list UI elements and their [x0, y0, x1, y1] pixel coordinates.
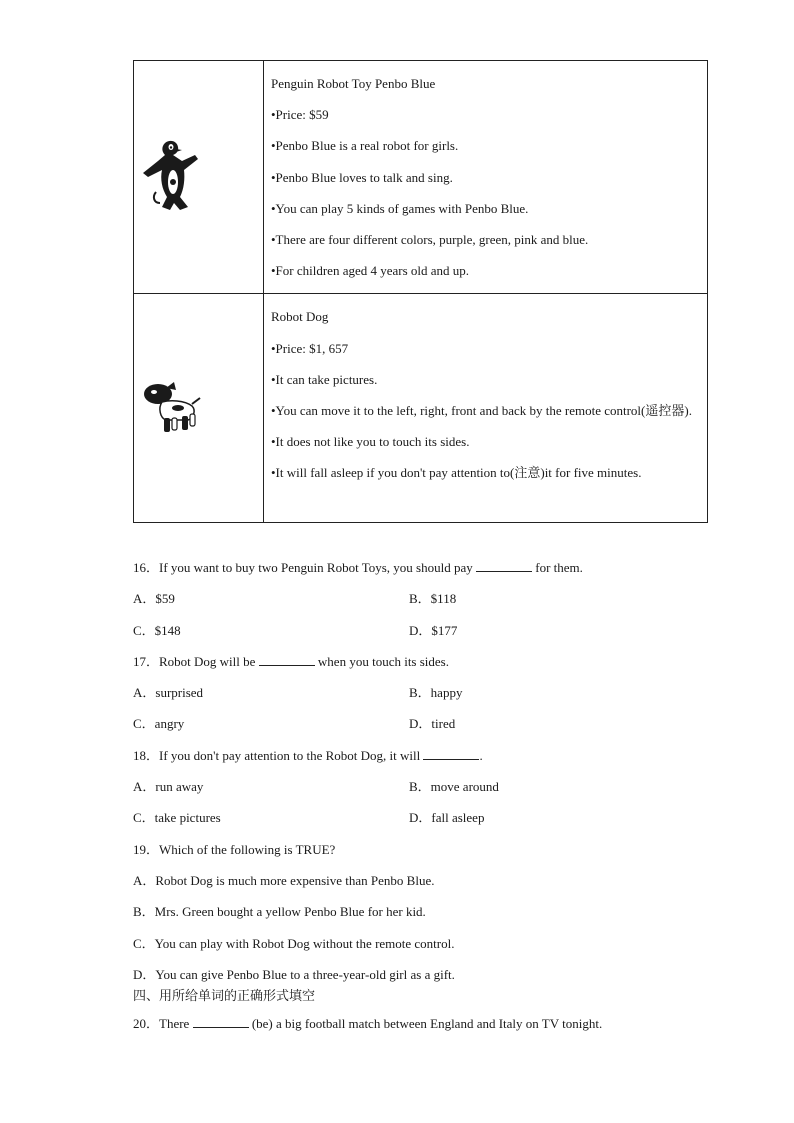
question-stem	[133, 740, 708, 771]
option-c[interactable]: C．You can play with Robot Dog without the remote control.	[133, 935, 455, 951]
option-d[interactable]: D．You can give Penbo Blue to a three-year-old girl as a gift.	[133, 966, 455, 982]
product-feature: •Price: $1, 657	[271, 340, 349, 356]
question-text: for them.	[535, 560, 583, 575]
product-feature: •Price: $59	[271, 107, 329, 123]
product-name: Robot Dog	[271, 309, 329, 325]
question-text: (be) a big football match between England and Italy on TV tonight.	[251, 1016, 603, 1032]
answer-blank[interactable]	[476, 559, 532, 572]
question-stem	[133, 1008, 708, 1039]
product-details-robot-dog	[264, 294, 708, 523]
options-row	[133, 802, 708, 833]
option-a[interactable]: A．run away	[133, 779, 204, 795]
answer-blank[interactable]	[193, 1015, 249, 1028]
image-cell	[134, 294, 264, 523]
table-row	[134, 294, 708, 523]
option-c[interactable]: C．angry	[133, 716, 185, 732]
option-b[interactable]: B．move around	[409, 779, 499, 795]
options-row	[133, 615, 708, 646]
option-c[interactable]: C．take pictures	[133, 810, 221, 826]
option-b[interactable]: B．$118	[409, 591, 457, 607]
product-feature: •For children aged 4 years old and up.	[271, 263, 470, 279]
question-text: 17．Robot Dog will be	[133, 653, 256, 669]
product-feature: •Penbo Blue loves to talk and sing.	[271, 169, 453, 185]
options-row	[133, 771, 708, 802]
product-name: Penguin Robot Toy Penbo Blue	[271, 76, 436, 91]
product-feature: •Penbo Blue is a real robot for girls.	[271, 138, 459, 154]
question-text: 16．If you want to buy two Penguin Robot Toys, you should pay	[133, 560, 473, 575]
options-row	[133, 677, 708, 708]
product-details-penbo	[264, 61, 708, 294]
answer-blank[interactable]	[423, 747, 479, 760]
product-feature: •You can play 5 kinds of games with Penbo Blue.	[271, 200, 529, 216]
option-a[interactable]: A．$59	[133, 591, 175, 607]
product-feature: •There are four different colors, purple, green, pink and blue.	[271, 232, 589, 248]
question-text: when you touch its sides.	[317, 653, 449, 669]
question-text: 18．If you don't pay attention to the Robot Dog, it will	[133, 747, 421, 763]
questions-section	[133, 552, 708, 1039]
answer-blank[interactable]	[259, 653, 315, 666]
penguin-robot-icon	[140, 137, 200, 217]
product-feature: •It can take pictures.	[271, 371, 378, 387]
option-d[interactable]: D．$177	[409, 622, 458, 638]
option-a[interactable]: A．surprised	[133, 685, 204, 701]
section-heading: 四、用所给单词的正确形式填空	[133, 989, 316, 1005]
robot-dog-icon	[140, 378, 202, 438]
option-b[interactable]: B．Mrs. Green bought a yellow Penbo Blue for her kid.	[133, 904, 426, 920]
options-row	[133, 708, 708, 739]
product-feature: •It will fall asleep if you don't pay attention to(注意)it for five minutes.	[271, 465, 642, 481]
question-stem	[133, 552, 708, 583]
question-stem	[133, 646, 708, 677]
product-feature: •It does not like you to touch its sides.	[271, 434, 470, 450]
option-d[interactable]: D．tired	[409, 716, 456, 732]
option-b[interactable]: B．happy	[409, 685, 463, 701]
question-text: 20．There	[133, 1016, 190, 1032]
option-a[interactable]: A．Robot Dog is much more expensive than Penbo Blue.	[133, 872, 435, 888]
table-row	[134, 61, 708, 294]
product-feature: •You can move it to the left, right, front and back by the remote control(遥控器).	[271, 403, 692, 419]
options-row	[133, 583, 708, 614]
option-c[interactable]: C．$148	[133, 622, 181, 638]
product-info-table	[133, 60, 708, 523]
question-stem: 19．Which of the following is TRUE?	[133, 841, 336, 857]
question-text: .	[479, 747, 483, 763]
image-cell	[134, 61, 264, 294]
option-d[interactable]: D．fall asleep	[409, 810, 485, 826]
